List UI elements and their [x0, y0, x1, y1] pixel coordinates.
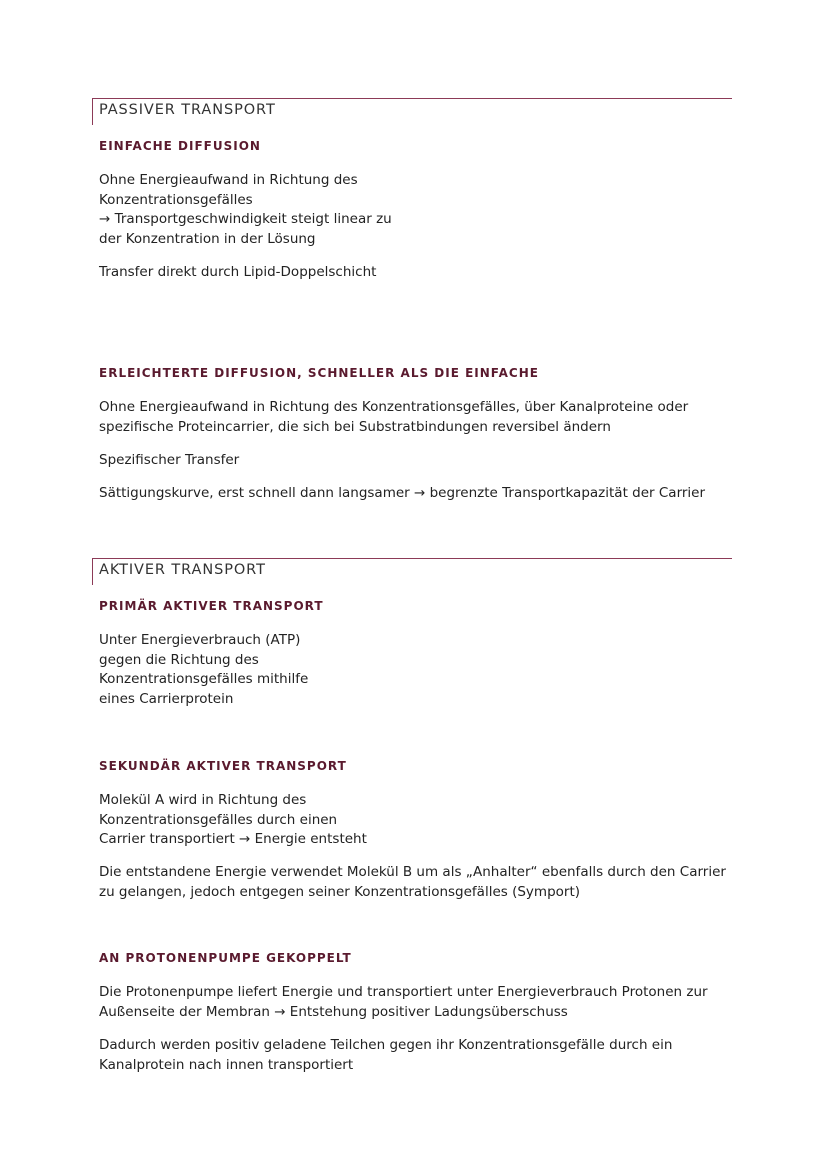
- text-line: Außenseite der Membran → Entstehung positiver Ladungsüberschuss: [99, 1003, 568, 1020]
- text-line: gegen die Richtung des: [99, 651, 259, 668]
- subheading-einfache-diffusion: EINFACHE DIFFUSION: [99, 139, 261, 153]
- paragraph-protonen-1: [99, 983, 708, 1022]
- text-line: Konzentrationsgefälles mithilfe: [99, 671, 309, 687]
- text-line: der Konzentration in der Lösung: [99, 230, 316, 247]
- paragraph-protonen-2: [99, 1036, 672, 1075]
- text-line: eines Carrierprotein: [99, 690, 234, 707]
- paragraph-erleichterte-2: [99, 451, 239, 471]
- text-line: Ohne Energieaufwand in Richtung des Konzentrationsgefälles, über Kanalproteine oder: [99, 399, 689, 415]
- section-title: PASSIVER TRANSPORT: [99, 102, 276, 118]
- subheading-sekundaer-aktiv: SEKUNDÄR AKTIVER TRANSPORT: [99, 759, 347, 773]
- text-line: Spezifischer Transfer: [99, 452, 240, 468]
- section-header-passive: [92, 98, 732, 125]
- text-line: zu gelangen, jedoch entgegen seiner Konzentrationsgefälles (Symport): [99, 883, 581, 900]
- text-line: Transfer direkt durch Lipid-Doppelschicht: [99, 264, 377, 280]
- text-line: Sättigungskurve, erst schnell dann langsamer → begrenzte Transportkapazität der Carrier: [99, 485, 706, 501]
- text-line: Carrier transportiert → Energie entsteht: [99, 831, 367, 847]
- text-line: Dadurch werden positiv geladene Teilchen gegen ihr Konzentrationsgefälle durch ein: [99, 1037, 673, 1053]
- subheading-erleichterte-diffusion: ERLEICHTERTE DIFFUSION, SCHNELLER ALS DIE EINFACHE: [99, 366, 539, 380]
- text-line: → Transportgeschwindigkeit steigt linear zu: [99, 211, 392, 227]
- subheading-protonenpumpe: AN PROTONENPUMPE GEKOPPELT: [99, 951, 352, 965]
- text-line: Ohne Energieaufwand in Richtung des: [99, 172, 358, 188]
- section-title: AKTIVER TRANSPORT: [99, 562, 266, 578]
- section-header-active: [92, 558, 732, 585]
- paragraph-sekundaer-1: [99, 791, 367, 850]
- paragraph-sekundaer-2: [99, 863, 726, 902]
- text-line: Konzentrationsgefälles: [99, 191, 253, 208]
- text-line: Unter Energieverbrauch (ATP): [99, 632, 301, 648]
- text-line: Molekül A wird in Richtung des: [99, 792, 307, 808]
- paragraph-primaer-1: [99, 631, 308, 709]
- text-line: Kanalprotein nach innen transportiert: [99, 1056, 354, 1073]
- text-line: Die Protonenpumpe liefert Energie und transportiert unter Energieverbrauch Protonen zur: [99, 984, 708, 1000]
- paragraph-einfache-2: [99, 263, 376, 283]
- section-passive: [92, 98, 732, 125]
- text-line: Konzentrationsgefälles durch einen: [99, 811, 338, 828]
- paragraph-erleichterte-3: [99, 484, 705, 504]
- text-line: Die entstandene Energie verwendet Molekül B um als „Anhalter“ ebenfalls durch den Carrier: [99, 864, 726, 880]
- section-active: [92, 558, 732, 585]
- text-line: spezifische Proteincarrier, die sich bei Substratbindungen reversibel ändern: [99, 418, 611, 435]
- paragraph-einfache-1: [99, 171, 392, 249]
- paragraph-erleichterte-1: [99, 398, 688, 437]
- subheading-primaer-aktiv: PRIMÄR AKTIVER TRANSPORT: [99, 599, 324, 613]
